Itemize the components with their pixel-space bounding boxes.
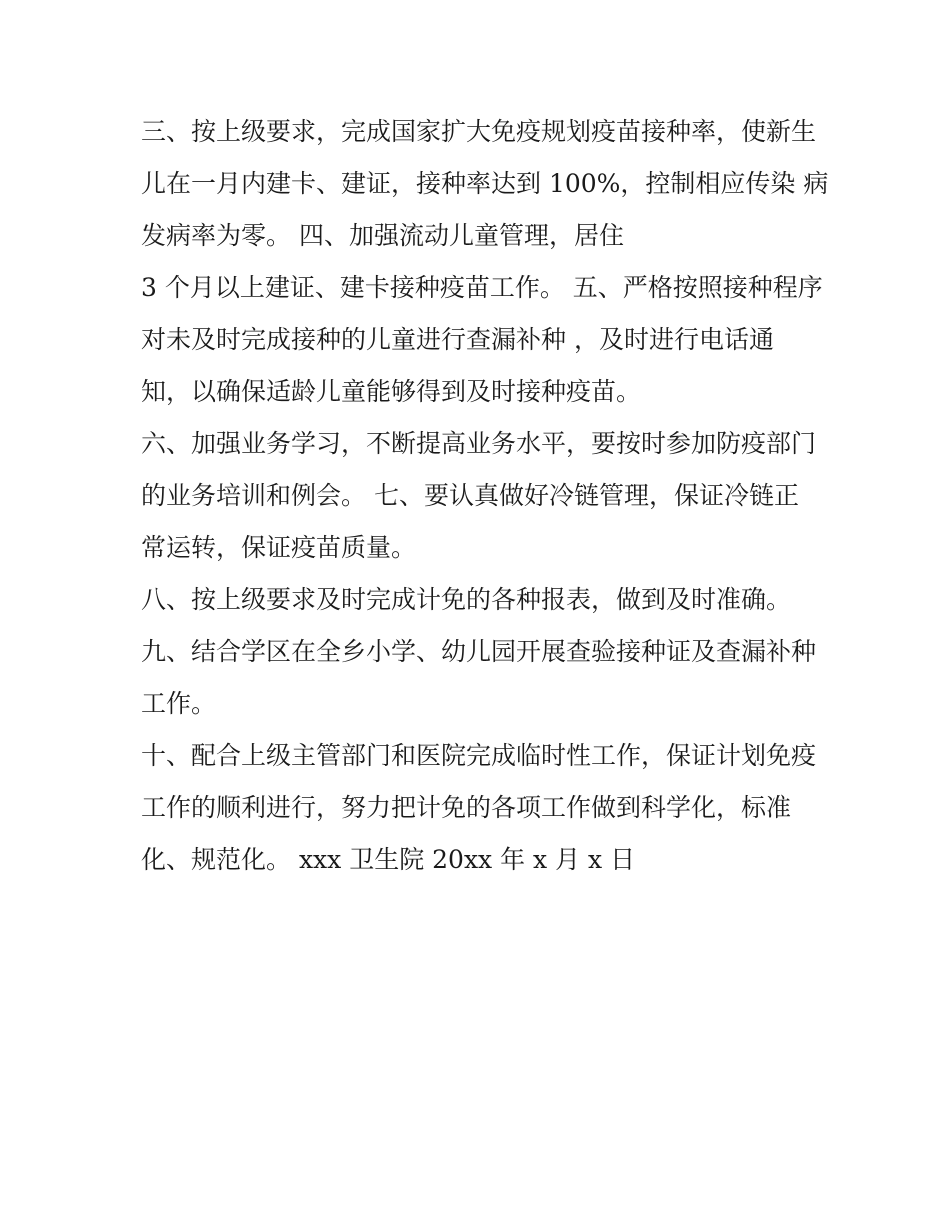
signature-line: 化、规范化。 xxx 卫生院 20xx 年 x 月 x 日 <box>141 845 636 874</box>
text-line: 儿在一月内建卡、建证，接种率达到 100%，控制相应传染 病 <box>141 169 829 198</box>
text-line: 八、按上级要求及时完成计免的各种报表，做到及时准确。 <box>141 585 792 614</box>
text-line: 常运转，保证疫苗质量。 <box>141 533 417 562</box>
text-line: 工作。 <box>141 689 217 718</box>
document-body <box>141 106 841 886</box>
text-line: 九、结合学区在全乡小学、幼儿园开展查验接种证及查漏补种 <box>141 637 817 666</box>
text-line: 的业务培训和例会。 七、要认真做好冷链管理，保证冷链正 <box>141 481 799 510</box>
text-line: 六、加强业务学习，不断提高业务水平，要按时参加防疫部门 <box>141 429 817 458</box>
text-line: 工作的顺利进行，努力把计免的各项工作做到科学化，标准 <box>141 793 792 822</box>
text-line: 十、配合上级主管部门和医院完成临时性工作，保证计划免疫 <box>141 741 817 770</box>
text-line: 知，以确保适龄儿童能够得到及时接种疫苗。 <box>141 377 642 406</box>
text-line: 对未及时完成接种的儿童进行查漏补种 ，及时进行电话通 <box>141 325 774 354</box>
text-line: 发病率为零。 四、加强流动儿童管理，居住 <box>141 221 624 250</box>
text-line: 3 个月以上建证、建卡接种疫苗工作。 五、严格按照接种程序 <box>141 273 823 302</box>
text-line: 三、按上级要求，完成国家扩大免疫规划疫苗接种率，使新生 <box>141 117 817 146</box>
